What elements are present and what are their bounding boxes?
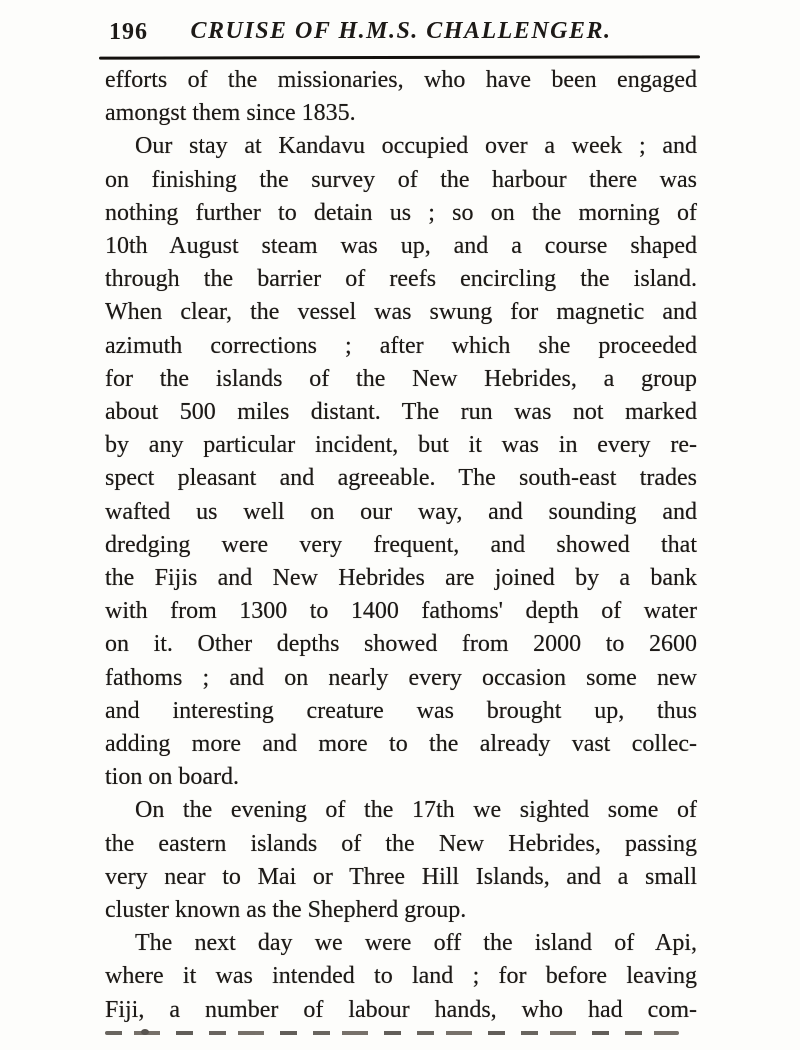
text-line: 10th August steam was up, and a course shaped <box>105 233 697 260</box>
text-line: dredging were very frequent, and showed that <box>105 531 697 558</box>
running-title: CRUISE OF H.M.S. CHALLENGER. <box>190 18 612 44</box>
text-line: where it was intended to land ; for before leaving <box>105 963 697 990</box>
page-number: 196 <box>109 19 148 45</box>
text-line: efforts of the missionaries, who have been engaged <box>105 67 697 93</box>
text-line: adding more and more to the already vast collec- <box>105 731 697 758</box>
text-line: Our stay at Kandavu occupied over a week ; and <box>135 133 697 160</box>
text-line: by any particular incident, but it was in every re- <box>105 432 697 459</box>
text-line: on finishing the survey of the harbour there was <box>105 166 697 193</box>
ink-smudge <box>141 1029 149 1035</box>
text-line: amongst them since 1835. <box>105 100 356 127</box>
text-line: very near to Mai or Three Hill Islands, and a small <box>105 863 697 890</box>
cutoff-text-fragment <box>105 1031 679 1035</box>
text-line: When clear, the vessel was swung for magnetic and <box>105 299 697 326</box>
text-line: with from 1300 to 1400 fathoms' depth of water <box>105 598 697 625</box>
text-line: wafted us well on our way, and sounding and <box>105 498 697 525</box>
text-block <box>105 64 697 1035</box>
text-line: fathoms ; and on nearly every occasion some new <box>105 664 697 691</box>
text-line: tion on board. <box>105 764 239 791</box>
text-line: azimuth corrections ; after which she proceeded <box>105 332 697 359</box>
header-rule-divider <box>99 55 700 59</box>
text-line: and interesting creature was brought up, thus <box>105 697 697 724</box>
text-line: nothing further to detain us ; so on the morning of <box>105 199 697 226</box>
page-header <box>105 12 697 48</box>
text-line: for the islands of the New Hebrides, a group <box>105 365 697 392</box>
text-line: on it. Other depths showed from 2000 to 2600 <box>105 631 697 658</box>
text-line: Fiji, a number of labour hands, who had com- <box>105 996 697 1023</box>
text-line: about 500 miles distant. The run was not marked <box>105 399 697 426</box>
text-line: On the evening of the 17th we sighted some of <box>135 797 697 824</box>
text-line: the eastern islands of the New Hebrides, passing <box>105 830 697 857</box>
text-line: The next day we were off the island of Api, <box>135 930 697 957</box>
text-line: through the barrier of reefs encircling the island. <box>105 266 697 293</box>
text-line: cluster known as the Shepherd group. <box>105 897 467 924</box>
text-line: the Fijis and New Hebrides are joined by a bank <box>105 565 697 592</box>
text-line: spect pleasant and agreeable. The south-east trades <box>105 465 697 492</box>
